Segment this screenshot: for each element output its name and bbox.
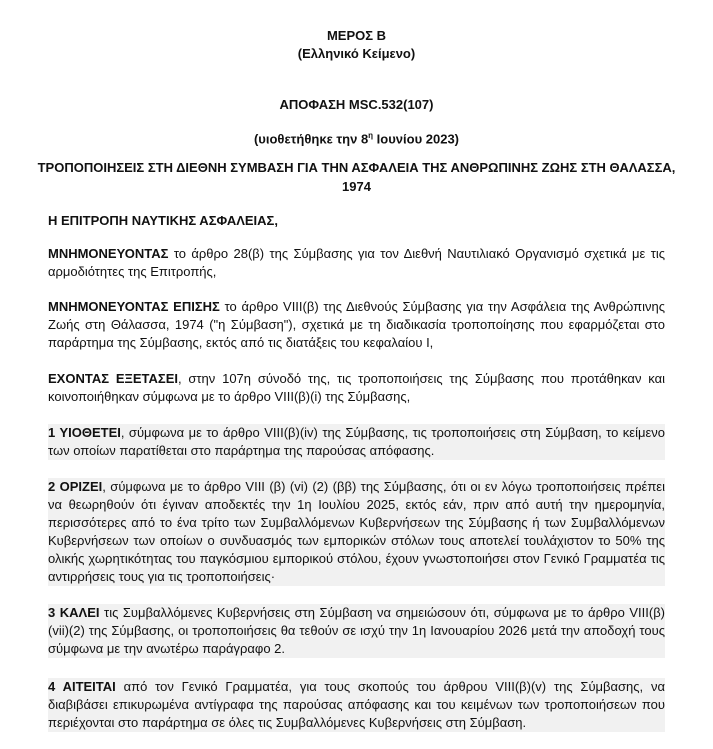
resolution-title-line2: 1974 [342,179,371,194]
recital-1-text: το άρθρο 28(β) της Σύμβασης για τον Διεθνή Ναυτιλιακό Οργανισμό σχετικά με τις αρμοδιότητες της Επιτροπής, [48,246,665,279]
operative-3-text: τις Συμβαλλόμενες Κυβερνήσεις στη Σύμβαση να σημειώσουν ότι, σύμφωνα με το άρθρο VIII(β)(vii)(2) της Σύμβασης, οι τροποποιήσεις θα τεθούν σε ισχύ την 1η Ιανουαρίου 2026 μετά την αποδοχή τους σύμφωνα με την ανωτέρω παράγραφο 2. [48,605,666,656]
adoption-date-suffix: Ιουνίου 2023) [373,131,460,147]
operative-4-text: από τον Γενικό Γραμματέα, για τους σκοπούς του άρθρου VIII(β)(v) της Σύμβασης, να διαβιβάσει επικυρωμένα αντίγραφα της παρούσας απόφασης και του κειμένων των τροποποιήσεων που περιέχονται στο παράρτημα σε όλες τις Συμβαλλόμενες Κυβερνήσεις στη Σύμβαση. [48,679,666,730]
decision-number: ΑΠΟΦΑΣΗ MSC.532(107) [279,97,434,112]
operative-2-text: , σύμφωνα με το άρθρο VIII (β) (vi) (2) (ββ) της Σύμβασης, ότι οι εν λόγω τροποποιήσεις πρέπει να θεωρηθούν ότι έγιναν αποδεκτές την 1η Ιουλίου 2025, εκτός εάν, πριν από αυτή την ημερομηνία, περισσότερες από το ένα τρίτο των Συμβαλλόμενων Κυβερνήσεων της Σύμβασης ή των Συμβαλλόμενων Κυβερνήσεων των οποίων ο συνδυασμός των εμπορικών στόλων τους αποτελεί τουλάχιστον το 50% της ολικής χωρητικότητας του παγκόσμιου εμπορικού στόλου, έχουν γνωστοποιήσει στον Γενικό Γραμματέα τις αντιρρήσεις τους για τις τροποποιήσεις· [48,479,665,584]
operative-paragraph-2 [48,478,665,586]
operative-1-text: , σύμφωνα με το άρθρο VIII(β)(iv) της Σύμβασης, τις τροποποιήσεις στη Σύμβαση, το κείμενο των οποίων παρατίθεται στο παράρτημα της παρούσας απόφασης. [48,425,665,458]
recital-1 [48,245,665,281]
part-subtitle: (Ελληνικό Κείμενο) [297,46,416,61]
recital-2-text: το άρθρο VIII(β) της Διεθνούς Σύμβασης για την Ασφάλεια της Ανθρώπινης Ζωής στη Θάλασσα, 1974 ("η Σύμβαση"), σχετικά με τη διαδικασία τροποποίησης που εφαρμόζεται στο παράρτημα της Σύμβασης, εκτός από τις διατάξεις του κεφαλαίου I, [48,299,665,350]
recital-2-label: ΜΝΗΜΟΝΕΥΟΝΤΑΣ ΕΠΙΣΗΣ [48,299,220,314]
committee-heading: Η ΕΠΙΤΡΟΠΗ ΝΑΥΤΙΚΗΣ ΑΣΦΑΛΕΙΑΣ, [48,213,278,228]
adoption-date-sup: η [368,131,374,140]
operative-1-label: 1 ΥΙΟΘΕΤΕΙ [48,425,121,440]
operative-paragraph-4 [48,678,665,732]
operative-3-label: 3 ΚΑΛΕΙ [48,605,100,620]
operative-paragraph-1 [48,424,665,460]
recital-1-label: ΜΝΗΜΟΝΕΥΟΝΤΑΣ [48,246,169,261]
recital-2 [48,298,665,352]
resolution-title-line1: ΤΡΟΠΟΠΟΙΗΣΕΙΣ ΣΤΗ ΔΙΕΘΝΗ ΣΥΜΒΑΣΗ ΓΙΑ ΤΗΝ ΑΣΦΑΛΕΙΑ ΤΗΣ ΑΝΘΡΩΠΙΝΗΣ ΖΩΗΣ ΣΤΗ ΘΑΛΑΣΣΑ, [37,160,676,175]
operative-2-label: 2 ΟΡΙΖΕΙ [48,479,103,494]
recital-3-label: ΕΧΟΝΤΑΣ ΕΞΕΤΑΣΕΙ [48,371,178,386]
adoption-date-prefix: (υιοθετήθηκε την 8 [253,131,369,147]
adoption-date [0,126,713,148]
recital-3-text: , στην 107η σύνοδό της, τις τροποποιήσεις της Σύμβασης που προτάθηκαν και κοινοποιήθηκαν σύμφωνα με το άρθρο VIII(β)(i) της Σύμβασης, [48,371,665,404]
operative-paragraph-3 [48,604,665,658]
part-title: ΜΕΡΟΣ Β [326,28,387,43]
operative-4-label: 4 ΑΙΤΕΙΤΑΙ [48,679,116,694]
recital-3 [48,370,665,406]
